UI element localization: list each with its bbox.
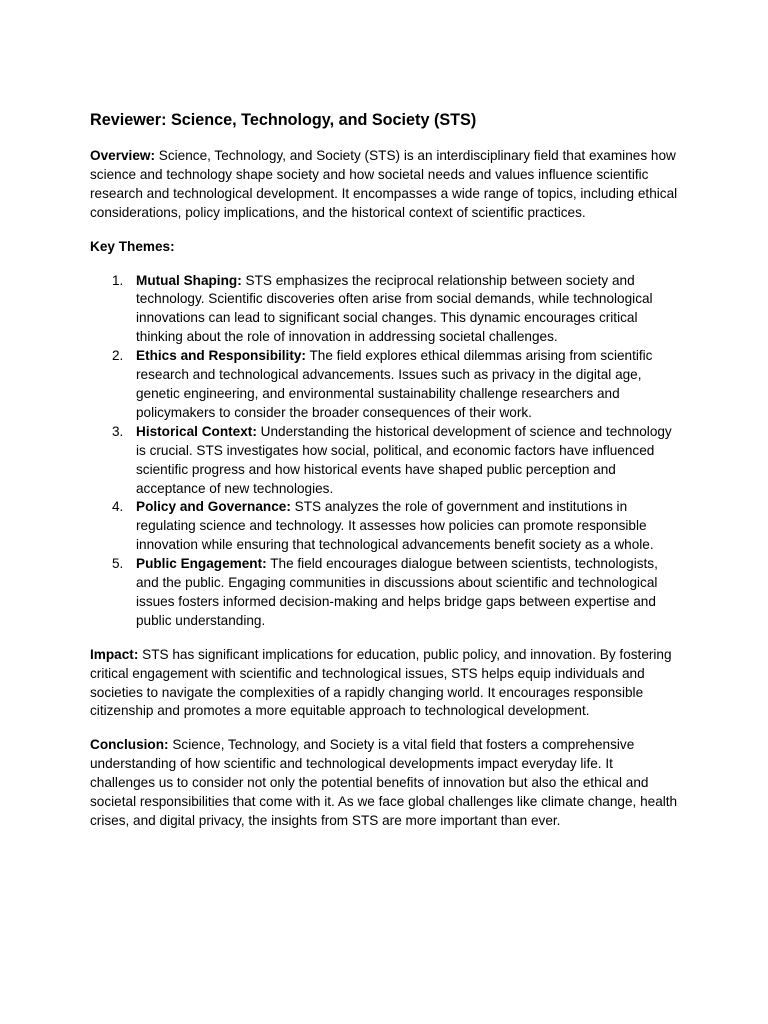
overview-paragraph (90, 147, 678, 223)
themes-list (90, 272, 678, 631)
theme-label: Historical Context: (136, 423, 257, 439)
theme-number: 4. (112, 499, 124, 515)
conclusion-text: Science, Technology, and Society is a vital field that fosters a comprehensive understanding of how scientific and technological developments impact everyday life. It challenges us to consider not only the potential benefits of innovation but also the ethical and societal responsibilities that come with it. As we face global challenges like climate change, health crises, and digital privacy, the insights from STS are more important than ever. (90, 737, 678, 828)
theme-number: 5. (112, 556, 124, 572)
theme-label: Ethics and Responsibility: (136, 348, 306, 364)
theme-text: Understanding the historical development of science and technology is crucial. STS investigates how social, political, and economic factors have influenced scientific progress and how historical events have shaped public perception and acceptance of new technologies. (136, 423, 672, 496)
document-title: Reviewer: Science, Technology, and Society (STS) (90, 111, 477, 129)
impact-label: Impact: (90, 646, 139, 662)
theme-text: STS emphasizes the reciprocal relationship between society and technology. Scientific discoveries often arise from social demands, while technological innovations can lead to significant social changes. This dynamic encourages critical thinking about the role of innovation in addressing societal challenges. (136, 272, 653, 345)
theme-item (90, 423, 678, 499)
theme-label: Public Engagement: (136, 556, 267, 572)
theme-number: 1. (112, 272, 124, 288)
theme-item (90, 555, 678, 631)
conclusion-paragraph (90, 736, 678, 831)
theme-item (90, 498, 678, 555)
overview-label: Overview: (90, 148, 155, 163)
theme-item (90, 347, 678, 423)
theme-text: The field explores ethical dilemmas arising from scientific research and technological advancements. Issues such as privacy in the digital age, genetic engineering, and environmental sustainability challenge researchers and policymakers to consider the broader consequences of their work. (136, 348, 653, 420)
key-themes-heading: Key Themes: (90, 238, 175, 254)
overview-text: Science, Technology, and Society (STS) is an interdisciplinary field that examines how science and technology shape society and how societal needs and values influence scientific research and technological development. It encompasses a wide range of topics, including ethical considerations, policy implications, and the historical context of scientific practices. (90, 148, 678, 220)
theme-text: The field encourages dialogue between scientists, technologists, and the public. Engaging communities in discussions about scientific and technological issues fosters informed decision-making and helps bridge gaps between expertise and public understanding. (136, 556, 658, 628)
impact-text: STS has significant implications for education, public policy, and innovation. By fostering critical engagement with scientific and technological issues, STS helps equip individuals and societies to navigate the complexities of a rapidly changing world. It encourages responsible citizenship and promotes a more equitable approach to technological development. (90, 646, 672, 719)
conclusion-label: Conclusion: (90, 737, 169, 753)
theme-number: 3. (112, 423, 124, 439)
impact-paragraph (90, 646, 678, 722)
theme-number: 2. (112, 348, 124, 364)
theme-text: STS analyzes the role of government and institutions in regulating science and technology. It assesses how policies can promote responsible innovation while ensuring that technological advancements benefit society as a whole. (136, 499, 654, 553)
theme-label: Mutual Shaping: (136, 272, 242, 288)
theme-item (90, 272, 678, 348)
theme-label: Policy and Governance: (136, 499, 291, 515)
